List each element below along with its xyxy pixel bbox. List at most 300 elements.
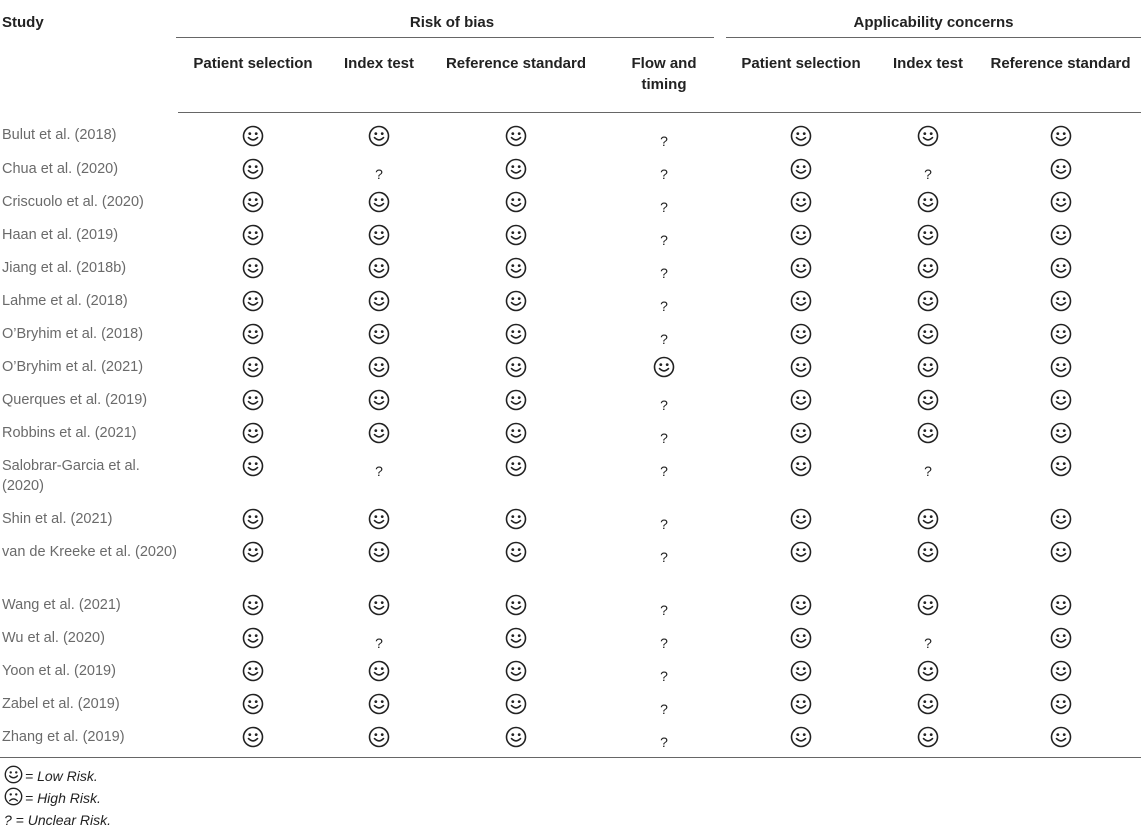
rating-cell bbox=[328, 500, 430, 533]
rating-cell bbox=[178, 447, 328, 500]
smile-icon bbox=[368, 356, 390, 378]
smile-icon bbox=[368, 726, 390, 748]
smile-icon bbox=[505, 125, 527, 147]
unclear-mark: ? bbox=[660, 199, 668, 215]
smile-icon bbox=[917, 290, 939, 312]
rating-cell bbox=[178, 586, 328, 619]
smile-icon bbox=[242, 726, 264, 748]
smile-icon bbox=[1050, 627, 1072, 649]
smile-icon bbox=[242, 660, 264, 682]
smile-icon bbox=[790, 224, 812, 246]
rating-cell bbox=[178, 249, 328, 282]
rating-cell bbox=[602, 113, 726, 151]
smile-icon bbox=[790, 726, 812, 748]
smile-icon bbox=[242, 389, 264, 411]
unclear-mark: ? bbox=[924, 635, 932, 651]
rating-cell bbox=[602, 315, 726, 348]
study-name: Zabel et al. (2019) bbox=[2, 696, 120, 712]
smile-icon bbox=[1050, 660, 1072, 682]
smile-icon bbox=[368, 323, 390, 345]
rating-cell bbox=[328, 249, 430, 282]
smile-icon bbox=[790, 257, 812, 279]
rating-cell bbox=[980, 348, 1141, 381]
smile-icon bbox=[1050, 257, 1072, 279]
rating-cell bbox=[430, 249, 602, 282]
rating-cell bbox=[328, 652, 430, 685]
rating-cell bbox=[602, 381, 726, 414]
smile-icon bbox=[242, 508, 264, 530]
study-name: Chua et al. (2020) bbox=[2, 161, 119, 177]
study-name: Lahme et al. (2018) bbox=[2, 293, 128, 309]
smile-icon bbox=[368, 541, 390, 563]
rating-cell bbox=[178, 183, 328, 216]
rating-cell bbox=[602, 183, 726, 216]
study-name: Jiang et al. (2018b) bbox=[2, 260, 127, 276]
rating-cell bbox=[430, 718, 602, 758]
rating-cell bbox=[980, 282, 1141, 315]
smile-icon bbox=[917, 356, 939, 378]
rating-cell bbox=[726, 586, 876, 619]
legend-high-risk bbox=[4, 784, 111, 806]
legend bbox=[4, 762, 111, 828]
rating-cell bbox=[328, 381, 430, 414]
smile-icon bbox=[505, 323, 527, 345]
rating-cell bbox=[328, 414, 430, 447]
table-row bbox=[0, 381, 1141, 414]
unclear-mark: ? bbox=[660, 701, 668, 717]
rating-cell bbox=[980, 216, 1141, 249]
study-name: O’Bryhim et al. (2018) bbox=[2, 326, 144, 342]
rating-cell bbox=[328, 533, 430, 586]
smile-icon bbox=[242, 323, 264, 345]
smile-icon bbox=[505, 389, 527, 411]
unclear-mark: ? bbox=[660, 331, 668, 347]
legend-high-text: = High Risk. bbox=[25, 790, 101, 806]
unclear-mark: ? bbox=[375, 463, 383, 479]
legend-low-text: = Low Risk. bbox=[25, 768, 98, 784]
table-row bbox=[0, 447, 1141, 500]
rating-cell bbox=[430, 652, 602, 685]
smile-icon bbox=[1050, 422, 1072, 444]
smile-icon bbox=[242, 541, 264, 563]
rating-cell bbox=[980, 315, 1141, 348]
smile-icon bbox=[917, 660, 939, 682]
smile-icon bbox=[917, 323, 939, 345]
smile-icon bbox=[790, 660, 812, 682]
study-name: Shin et al. (2021) bbox=[2, 511, 113, 527]
table-row bbox=[0, 113, 1141, 151]
rating-cell bbox=[980, 718, 1141, 758]
rating-cell bbox=[876, 183, 980, 216]
rating-cell bbox=[876, 533, 980, 586]
smile-icon bbox=[505, 726, 527, 748]
rating-cell bbox=[430, 282, 602, 315]
table-row bbox=[0, 249, 1141, 282]
smile-icon bbox=[790, 541, 812, 563]
smile-icon bbox=[505, 660, 527, 682]
rating-cell bbox=[726, 533, 876, 586]
rating-cell bbox=[876, 113, 980, 151]
smile-icon bbox=[790, 422, 812, 444]
rating-cell bbox=[328, 685, 430, 718]
unclear-mark: ? bbox=[660, 549, 668, 565]
smile-icon bbox=[790, 508, 812, 530]
risk-of-bias-rule bbox=[176, 37, 714, 38]
quality-assessment-table bbox=[0, 4, 1141, 758]
legend-low-risk bbox=[4, 762, 111, 784]
smile-icon bbox=[790, 191, 812, 213]
table-row bbox=[0, 619, 1141, 652]
smile-icon bbox=[790, 290, 812, 312]
applicability-rule bbox=[726, 37, 1141, 38]
rating-cell bbox=[980, 150, 1141, 183]
table-row bbox=[0, 315, 1141, 348]
rating-cell bbox=[430, 315, 602, 348]
smile-icon bbox=[1050, 508, 1072, 530]
smile-icon bbox=[4, 765, 23, 784]
smile-icon bbox=[917, 389, 939, 411]
rating-cell bbox=[602, 586, 726, 619]
rating-cell bbox=[726, 249, 876, 282]
rating-cell bbox=[876, 216, 980, 249]
ac-reference-standard-header: Reference standard bbox=[980, 43, 1141, 113]
rating-cell bbox=[430, 150, 602, 183]
rating-cell bbox=[430, 685, 602, 718]
smile-icon bbox=[242, 422, 264, 444]
study-name: Querques et al. (2019) bbox=[2, 392, 148, 408]
study-name: Criscuolo et al. (2020) bbox=[2, 194, 144, 210]
smile-icon bbox=[368, 594, 390, 616]
rating-cell bbox=[328, 113, 430, 151]
rating-cell bbox=[178, 216, 328, 249]
smile-icon bbox=[242, 125, 264, 147]
smile-icon bbox=[790, 389, 812, 411]
rating-cell bbox=[876, 315, 980, 348]
rating-cell bbox=[178, 282, 328, 315]
rating-cell bbox=[980, 183, 1141, 216]
rating-cell bbox=[980, 533, 1141, 586]
rating-cell bbox=[178, 315, 328, 348]
unclear-mark: ? bbox=[660, 516, 668, 532]
rating-cell bbox=[178, 685, 328, 718]
smile-icon bbox=[1050, 191, 1072, 213]
rating-cell bbox=[602, 249, 726, 282]
smile-icon bbox=[505, 455, 527, 477]
smile-icon bbox=[505, 158, 527, 180]
smile-icon bbox=[1050, 455, 1072, 477]
smile-icon bbox=[505, 693, 527, 715]
table-row bbox=[0, 533, 1141, 586]
smile-icon bbox=[1050, 290, 1072, 312]
smile-icon bbox=[242, 290, 264, 312]
smile-icon bbox=[505, 594, 527, 616]
table-row bbox=[0, 685, 1141, 718]
risk-of-bias-header: Risk of bias bbox=[409, 14, 495, 31]
rating-cell bbox=[602, 685, 726, 718]
study-name: Bulut et al. (2018) bbox=[2, 126, 117, 143]
smile-icon bbox=[917, 726, 939, 748]
rating-cell bbox=[726, 216, 876, 249]
rating-cell bbox=[876, 619, 980, 652]
rating-cell bbox=[602, 150, 726, 183]
rating-cell bbox=[876, 348, 980, 381]
unclear-mark: ? bbox=[660, 602, 668, 618]
study-name: Salobrar-Garcia et al. (2020) bbox=[2, 458, 140, 494]
smile-icon bbox=[917, 257, 939, 279]
unclear-mark: ? bbox=[660, 635, 668, 651]
unclear-mark: ? bbox=[660, 397, 668, 413]
smile-icon bbox=[505, 356, 527, 378]
rating-cell bbox=[328, 586, 430, 619]
rating-cell bbox=[178, 718, 328, 758]
smile-icon bbox=[1050, 726, 1072, 748]
study-name: Robbins et al. (2021) bbox=[2, 425, 137, 441]
unclear-mark: ? bbox=[924, 463, 932, 479]
rating-cell bbox=[980, 381, 1141, 414]
unclear-mark: ? bbox=[375, 635, 383, 651]
rating-cell bbox=[980, 447, 1141, 500]
rating-cell bbox=[726, 652, 876, 685]
rob-patient-selection-header: Patient selection bbox=[178, 43, 328, 113]
rating-cell bbox=[602, 216, 726, 249]
table-row bbox=[0, 282, 1141, 315]
smile-icon bbox=[368, 191, 390, 213]
rating-cell bbox=[980, 652, 1141, 685]
ac-index-test-header: Index test bbox=[876, 43, 980, 113]
rating-cell bbox=[726, 113, 876, 151]
rating-cell bbox=[876, 718, 980, 758]
rating-cell bbox=[328, 447, 430, 500]
unclear-mark: ? bbox=[660, 430, 668, 446]
smile-icon bbox=[917, 422, 939, 444]
smile-icon bbox=[790, 323, 812, 345]
rating-cell bbox=[430, 216, 602, 249]
smile-icon bbox=[1050, 356, 1072, 378]
smile-icon bbox=[1050, 693, 1072, 715]
rating-cell bbox=[980, 113, 1141, 151]
smile-icon bbox=[505, 541, 527, 563]
rating-cell bbox=[876, 414, 980, 447]
table-row bbox=[0, 348, 1141, 381]
study-name: Haan et al. (2019) bbox=[2, 227, 119, 243]
rating-cell bbox=[980, 586, 1141, 619]
unclear-mark: ? bbox=[660, 133, 668, 149]
rating-cell bbox=[178, 533, 328, 586]
unclear-mark: ? bbox=[660, 668, 668, 684]
smile-icon bbox=[242, 257, 264, 279]
study-name: Wang et al. (2021) bbox=[2, 597, 121, 613]
rating-cell bbox=[328, 282, 430, 315]
smile-icon bbox=[917, 224, 939, 246]
rating-cell bbox=[328, 150, 430, 183]
smile-icon bbox=[917, 508, 939, 530]
table-row bbox=[0, 183, 1141, 216]
applicability-concerns-header: Applicability concerns bbox=[853, 14, 1014, 31]
study-header: Study bbox=[2, 14, 44, 31]
table-row bbox=[0, 216, 1141, 249]
smile-icon bbox=[917, 693, 939, 715]
smile-icon bbox=[242, 158, 264, 180]
rating-cell bbox=[726, 348, 876, 381]
rating-cell bbox=[178, 348, 328, 381]
rating-cell bbox=[430, 183, 602, 216]
smile-icon bbox=[242, 693, 264, 715]
smile-icon bbox=[790, 125, 812, 147]
smile-icon bbox=[653, 356, 675, 378]
smile-icon bbox=[368, 125, 390, 147]
rating-cell bbox=[876, 685, 980, 718]
smile-icon bbox=[242, 356, 264, 378]
rating-cell bbox=[726, 619, 876, 652]
smile-icon bbox=[790, 158, 812, 180]
legend-unclear-text: ? = Unclear Risk. bbox=[4, 812, 111, 828]
rating-cell bbox=[602, 348, 726, 381]
smile-icon bbox=[368, 257, 390, 279]
study-name: Wu et al. (2020) bbox=[2, 630, 105, 646]
rating-cell bbox=[876, 652, 980, 685]
smile-icon bbox=[505, 508, 527, 530]
unclear-mark: ? bbox=[660, 734, 668, 750]
rating-cell bbox=[876, 381, 980, 414]
rating-cell bbox=[430, 586, 602, 619]
rating-cell bbox=[726, 183, 876, 216]
rating-cell bbox=[602, 718, 726, 758]
study-name: O’Bryhim et al. (2021) bbox=[2, 359, 144, 375]
rating-cell bbox=[980, 619, 1141, 652]
rating-cell bbox=[726, 315, 876, 348]
smile-icon bbox=[505, 422, 527, 444]
rating-cell bbox=[430, 381, 602, 414]
ac-patient-selection-header: Patient selection bbox=[726, 43, 876, 113]
rating-cell bbox=[602, 447, 726, 500]
rating-cell bbox=[876, 150, 980, 183]
rating-cell bbox=[876, 500, 980, 533]
rating-cell bbox=[980, 414, 1141, 447]
rating-cell bbox=[178, 150, 328, 183]
rating-cell bbox=[328, 183, 430, 216]
rating-cell bbox=[980, 500, 1141, 533]
smile-icon bbox=[242, 224, 264, 246]
smile-icon bbox=[917, 594, 939, 616]
smile-icon bbox=[242, 455, 264, 477]
smile-icon bbox=[368, 693, 390, 715]
rating-cell bbox=[430, 348, 602, 381]
smile-icon bbox=[1050, 323, 1072, 345]
rating-cell bbox=[178, 414, 328, 447]
smile-icon bbox=[917, 541, 939, 563]
rating-cell bbox=[876, 447, 980, 500]
rating-cell bbox=[602, 619, 726, 652]
rating-cell bbox=[726, 150, 876, 183]
legend-unclear-risk bbox=[4, 806, 111, 828]
smile-icon bbox=[242, 627, 264, 649]
table-row bbox=[0, 150, 1141, 183]
rating-cell bbox=[602, 652, 726, 685]
smile-icon bbox=[505, 191, 527, 213]
unclear-mark: ? bbox=[660, 463, 668, 479]
rating-cell bbox=[980, 685, 1141, 718]
smile-icon bbox=[1050, 389, 1072, 411]
rob-flow-timing-header bbox=[602, 43, 726, 113]
smile-icon bbox=[917, 191, 939, 213]
flow-timing-label: Flow and timing bbox=[631, 55, 697, 93]
smile-icon bbox=[790, 356, 812, 378]
rating-cell bbox=[328, 348, 430, 381]
rating-cell bbox=[726, 447, 876, 500]
smile-icon bbox=[790, 455, 812, 477]
frown-icon bbox=[4, 787, 23, 806]
smile-icon bbox=[505, 224, 527, 246]
study-name: Yoon et al. (2019) bbox=[2, 663, 116, 679]
smile-icon bbox=[368, 508, 390, 530]
smile-icon bbox=[505, 257, 527, 279]
rating-cell bbox=[328, 718, 430, 758]
rating-cell bbox=[876, 282, 980, 315]
smile-icon bbox=[368, 389, 390, 411]
rating-cell bbox=[430, 533, 602, 586]
smile-icon bbox=[368, 290, 390, 312]
smile-icon bbox=[242, 191, 264, 213]
smile-icon bbox=[790, 693, 812, 715]
rating-cell bbox=[178, 500, 328, 533]
rating-cell bbox=[328, 216, 430, 249]
rating-cell bbox=[726, 685, 876, 718]
smile-icon bbox=[917, 125, 939, 147]
unclear-mark: ? bbox=[660, 166, 668, 182]
smile-icon bbox=[1050, 594, 1072, 616]
unclear-mark: ? bbox=[660, 298, 668, 314]
rating-cell bbox=[876, 586, 980, 619]
rating-cell bbox=[178, 381, 328, 414]
rating-cell bbox=[430, 113, 602, 151]
smile-icon bbox=[242, 594, 264, 616]
rating-cell bbox=[726, 500, 876, 533]
rob-reference-standard-header: Reference standard bbox=[430, 43, 602, 113]
rating-cell bbox=[178, 113, 328, 151]
rating-cell bbox=[328, 315, 430, 348]
rating-cell bbox=[602, 282, 726, 315]
rating-cell bbox=[726, 718, 876, 758]
smile-icon bbox=[1050, 158, 1072, 180]
rating-cell bbox=[430, 619, 602, 652]
unclear-mark: ? bbox=[660, 232, 668, 248]
rating-cell bbox=[602, 500, 726, 533]
smile-icon bbox=[790, 594, 812, 616]
table-body bbox=[0, 113, 1141, 758]
study-name: van de Kreeke et al. (2020) bbox=[2, 544, 177, 560]
rating-cell bbox=[726, 282, 876, 315]
rating-cell bbox=[328, 619, 430, 652]
rating-cell bbox=[178, 652, 328, 685]
smile-icon bbox=[368, 422, 390, 444]
smile-icon bbox=[368, 660, 390, 682]
rating-cell bbox=[430, 414, 602, 447]
rating-cell bbox=[602, 414, 726, 447]
rating-cell bbox=[876, 249, 980, 282]
table-row bbox=[0, 500, 1141, 533]
rating-cell bbox=[726, 381, 876, 414]
unclear-mark: ? bbox=[375, 166, 383, 182]
smile-icon bbox=[505, 290, 527, 312]
rob-index-test-header: Index test bbox=[328, 43, 430, 113]
table-row bbox=[0, 414, 1141, 447]
table-row bbox=[0, 652, 1141, 685]
rating-cell bbox=[726, 414, 876, 447]
smile-icon bbox=[1050, 541, 1072, 563]
rating-cell bbox=[430, 500, 602, 533]
table-row bbox=[0, 586, 1141, 619]
smile-icon bbox=[1050, 224, 1072, 246]
